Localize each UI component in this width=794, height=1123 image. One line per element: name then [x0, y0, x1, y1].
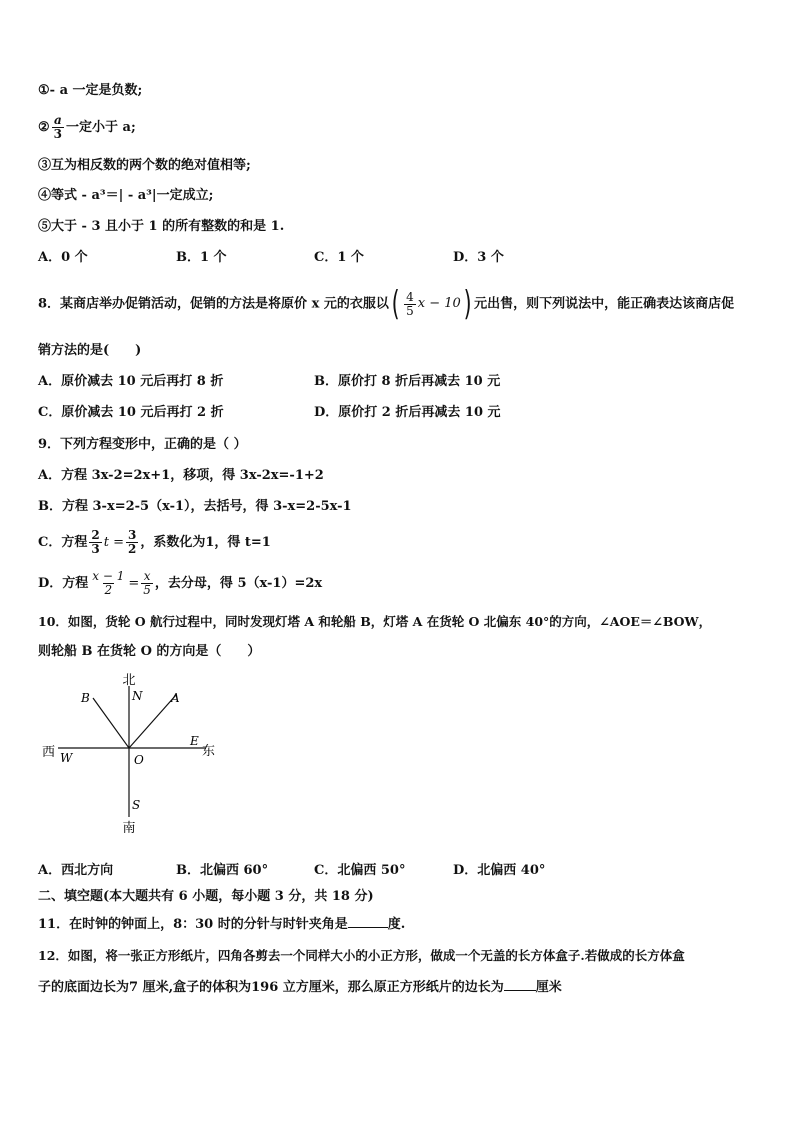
q10-line2: 则轮船 B 在货轮 O 的方向是（ ）: [38, 644, 261, 659]
item-4-number: ④: [38, 188, 52, 203]
compass-diagram: [38, 672, 238, 840]
q8-text-after: 元出售，则下列说法中，能正确表达该商店促: [474, 296, 735, 312]
q10-stem: 10．如图，货轮 O 航行过程中，同时发现灯塔 A 和轮船 B，灯塔 A 在货轮 O 北偏东 40°的方向，∠AOE＝∠BOW，: [38, 614, 712, 629]
q8-text-before: 8．某商店举办促销活动，促销的方法是将原价 x 元的衣服以: [38, 296, 389, 312]
q9-option-b: B．方程 3-x=2-5（x-1），去括号，得 3-x=2-5x-1: [38, 499, 352, 514]
label-w: W: [60, 751, 73, 765]
q8-option-a: A．原价减去 10 元后再打 8 折: [38, 374, 224, 389]
q9-stem: 9．下列方程变形中，正确的是（ ）: [38, 437, 247, 452]
label-south: 南: [122, 821, 136, 836]
item-3-number: ③: [38, 158, 52, 173]
item-5: [38, 218, 284, 236]
item-2: [38, 114, 136, 141]
label-b: B: [81, 691, 90, 705]
q8-stem: [38, 286, 734, 323]
item-2-text: 一定小于 a;: [66, 120, 136, 135]
q9-option-d: D．方程 $\frac{x - 1}{2}$ = $\frac{x}{5}$ ，去分母，得 5（x-1）=2x: [38, 569, 323, 597]
q8-option-c: C．原价减去 10 元后再打 2 折: [38, 405, 224, 420]
q8-line2: 销方法的是( ): [38, 343, 142, 358]
label-e: E: [190, 734, 199, 748]
q10-option-a: A．西北方向: [38, 863, 114, 878]
q7-option-a: A．0 个: [38, 250, 88, 265]
q7-option-c: C．1 个: [314, 250, 364, 265]
item-3: [38, 157, 251, 175]
item-4-text: 等式 - a³＝| - a³|一定成立;: [51, 188, 214, 203]
q11: 11．在时钟的钟面上，8：30 时的分针与时针夹角是 度.: [38, 917, 406, 932]
label-a: A: [171, 691, 180, 705]
q10-option-c: C．北偏西 50°: [314, 863, 406, 878]
q10-option-b: B．北偏西 60°: [176, 863, 269, 878]
q9-option-c: C．方程 $\frac{2}{3}$ t = $\frac{3}{2}$ ，系数化为1，得 t=1: [38, 528, 271, 556]
item-1: [38, 82, 142, 100]
fraction-a-over-3: $\frac{a}{3}$: [53, 113, 63, 141]
label-s: S: [132, 798, 141, 812]
q12-line2: 子的底面边长为7 厘米,盒子的体积为196 立方厘米，那么原正方形纸片的边长为 厘米: [38, 980, 562, 995]
q12-stem: 12．如图，将一张正方形纸片，四角各剪去一个同样大小的小正方形，做成一个无盖的长方体盒子.若做成的长方体盒: [38, 948, 685, 963]
q7-option-b: B．1 个: [176, 250, 227, 265]
q12-answer-blank: [504, 978, 536, 991]
label-n: N: [132, 689, 143, 703]
item-1-text: - a 一定是负数;: [49, 83, 143, 98]
label-east: 东: [202, 744, 216, 759]
label-o: O: [134, 753, 144, 767]
item-1-number: ①: [38, 83, 50, 98]
q8-expression: ( $\frac{4}{5}$ x − 10 ): [391, 284, 472, 324]
item-3-text: 互为相反数的两个数的绝对值相等;: [51, 158, 251, 173]
item-5-text: 大于 - 3 且小于 1 的所有整数的和是 1.: [51, 219, 285, 234]
q7-option-d: D．3 个: [453, 250, 504, 265]
label-north: 北: [122, 673, 136, 688]
item-5-number: ⑤: [38, 219, 52, 234]
item-4: [38, 187, 213, 205]
ray-ob: [93, 698, 129, 748]
q10-option-d: D．北偏西 40°: [453, 863, 546, 878]
q9-option-a: A．方程 3x-2=2x+1，移项，得 3x-2x=-1+2: [38, 468, 324, 483]
section-2-heading: 二、填空题(本大题共有 6 小题，每小题 3 分，共 18 分): [38, 889, 374, 904]
item-2-number: ②: [38, 120, 50, 135]
q11-answer-blank: [348, 915, 388, 928]
label-west: 西: [42, 745, 56, 760]
q8-option-b: B．原价打 8 折后再减去 10 元: [314, 374, 501, 389]
q8-option-d: D．原价打 2 折后再减去 10 元: [314, 405, 501, 420]
